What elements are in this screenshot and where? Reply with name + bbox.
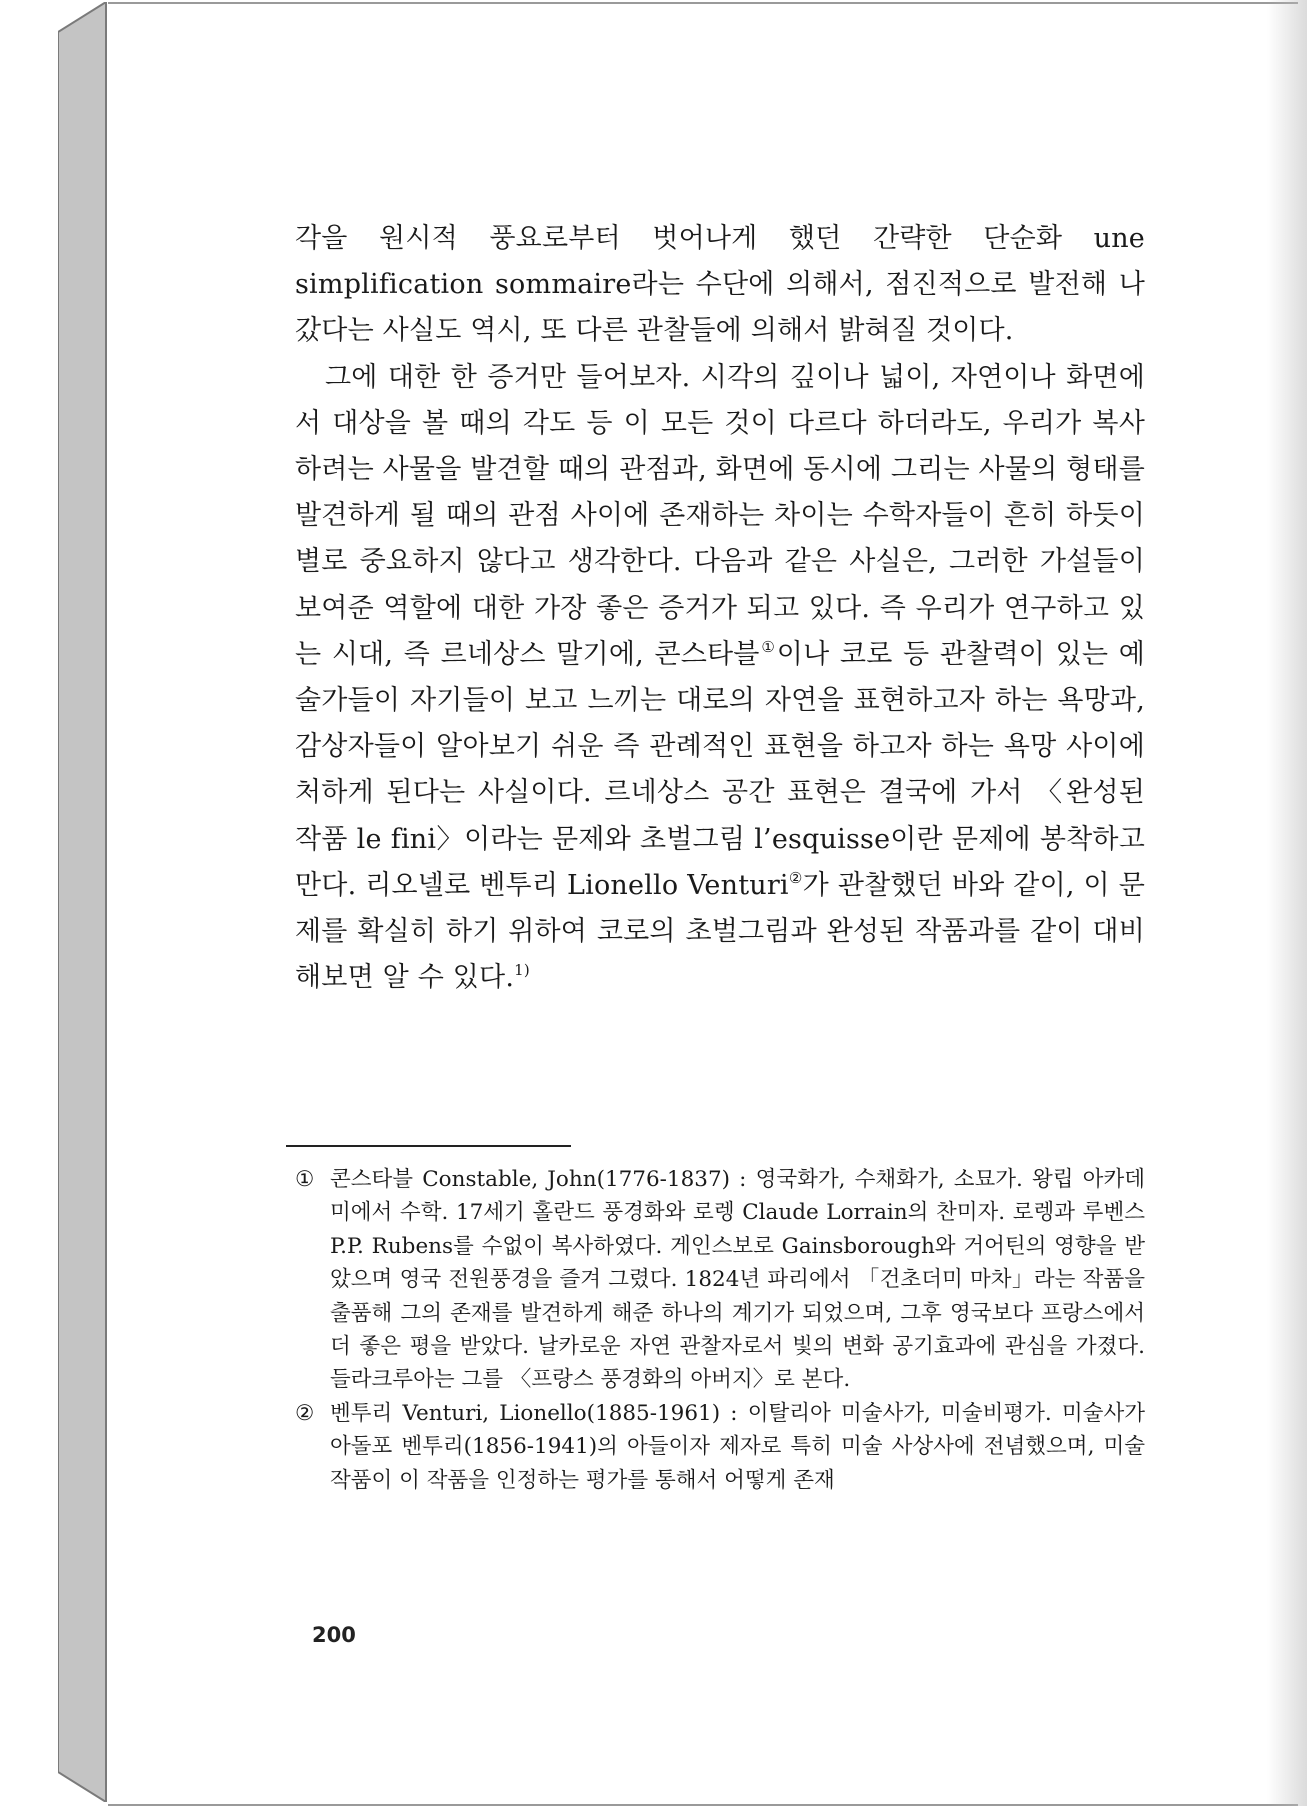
footnote-separator xyxy=(286,1145,571,1147)
page-edge-shadow xyxy=(1267,0,1307,1806)
book-spine-edge xyxy=(58,2,108,1802)
footnote-text: 콘스타블 Constable, John(1776-1837) : 영국화가, 수채화가, 소묘가. 왕립 아카데미에서 수학. 17세기 홀란드 풍경화와 로렝 Claude Lorrain의 찬미자. 로렝과 루벤스 P.P. Rubens를 수없이 복사하였다. 게인스보로 Gainsborough와 거어틴의 영향을 받았으며 영국 전원풍경을 즐겨 그렸다. 1824년 파리에서 「건초더미 마차」라는 작품을 출품해 그의 존재를 발견하게 해준 하나의 계기가 되었으며, 그후 영국보다 프랑스에서 더 좋은 평을 받았다. 날카로운 자연 관찰자로서 빛의 변화 공기효과에 관심을 가졌다. 들라크루아는 그를 〈프랑스 풍경화의 아버지〉로 본다. xyxy=(330,1167,1145,1393)
footnotes xyxy=(295,1163,1145,1497)
footnote-marker: ① xyxy=(295,1167,315,1192)
paragraph-text: 각을 원시적 풍요로부터 벗어나게 했던 간략한 단순화 une simplification sommaire라는 수단에 의해서, 점진적으로 발전해 나갔다는 사실도 역시, 또 다른 관찰들에 의해서 밝혀질 것이다. xyxy=(295,223,1145,347)
paragraph-text: 이나 코로 등 관찰력이 있는 예술가들이 자기들이 보고 느끼는 대로의 자연을 표현하고자 하는 욕망과, 감상자들이 알아보기 쉬운 즉 관례적인 표현을 하고자 하는 욕망 사이에 처하게 된다는 사실이다. 르네상스 공간 표현은 결국에 가서 〈완성된 작품 le fini〉이라는 문제와 초벌그림 l’esquisse이란 문제에 봉착하고 만다. 리오넬로 벤투리 Lionello Venturi xyxy=(295,638,1145,901)
body-paragraph xyxy=(295,355,1145,1002)
body-text xyxy=(295,216,1145,1001)
footnote-reference: 1) xyxy=(514,961,530,980)
footnote xyxy=(295,1397,1145,1497)
footnote-reference: ② xyxy=(788,868,803,887)
footnote-reference: ① xyxy=(759,637,777,656)
footnote xyxy=(295,1163,1145,1397)
footnote-marker: ② xyxy=(295,1400,315,1426)
paragraph-text: 가 관찰했던 바와 같이, 이 문제를 확실히 하기 위하여 코로의 초벌그림과 완성된 작품과를 같이 대비해보면 알 수 있다. xyxy=(295,869,1145,994)
footnote-text: 벤투리 Venturi, Lionello(1885-1961) : 이탈리아 미술사가, 미술비평가. 미술사가 아돌포 벤투리(1856-1941)의 아들이자 제자로 특히 미술 사상사에 전념했으며, 미술작품이 이 작품을 인정하는 평가를 통해서 어떻게 존재 xyxy=(330,1400,1145,1493)
page-number: 200 xyxy=(312,1623,356,1647)
body-paragraph xyxy=(295,216,1145,355)
paragraph-text: 그에 대한 한 증거만 들어보자. 시각의 깊이나 넓이, 자연이나 화면에서 대상을 볼 때의 각도 등 이 모든 것이 다르다 하더라도, 우리가 복사하려는 사물을 발견할 때의 관점과, 화면에 동시에 그리는 사물의 형태를 발견하게 될 때의 관점 사이에 존재하는 차이는 수학자들이 흔히 하듯이 별로 중요하지 않다고 생각한다. 다음과 같은 사실은, 그러한 가설들이 보여준 역할에 대한 가장 좋은 증거가 되고 있다. 즉 우리가 연구하고 있는 시대, 즉 르네상스 말기에, 콘스타블 xyxy=(295,361,1146,670)
